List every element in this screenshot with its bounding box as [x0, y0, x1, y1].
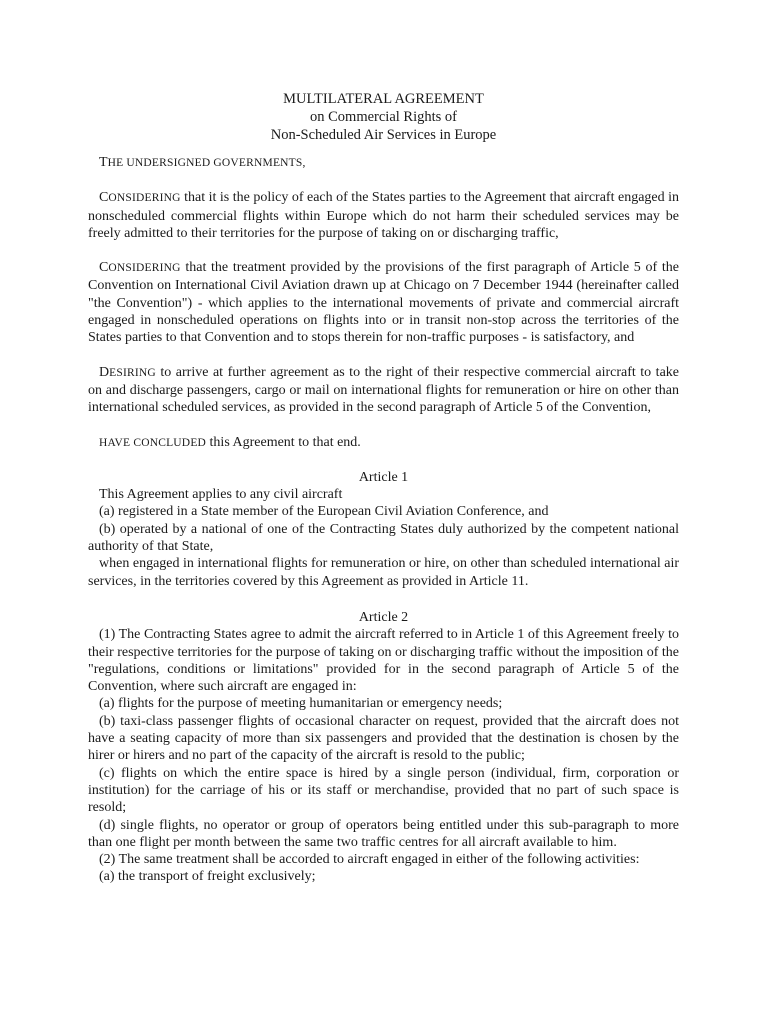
considering2-lead: C [99, 260, 109, 276]
title-line-2: on Commercial Rights of [310, 109, 457, 125]
article-2-line: (a) the transport of freight exclusively; [99, 869, 316, 885]
undersigned-paragraph [88, 154, 679, 172]
concluded-smallcaps: HAVE CONCLUDED [99, 436, 207, 449]
article-2-heading: Article 2 [358, 609, 409, 625]
undersigned-lead: T [99, 155, 108, 170]
article-2 [88, 609, 679, 886]
considering-paragraph-1 [88, 189, 679, 242]
undersigned-rest: HE UNDERSIGNED GOVERNMENTS, [107, 157, 306, 169]
article-1-line: when engaged in international flights for remuneration or hire, on other than scheduled international air services, in the territories covered by this Agreement as provided in Article 11. [88, 556, 679, 589]
considering1-lead: C [99, 190, 109, 206]
considering2-smallcaps: ONSIDERING [108, 262, 181, 275]
article-2-line: (c) flights on which the entire space is hired by a single person (individual, firm, corporation or institution) for the carriage of his or its staff or merchandise, provided that no part of such space is resold; [88, 765, 679, 816]
considering1-smallcaps: ONSIDERING [108, 192, 181, 205]
desiring-lead: D [99, 364, 110, 380]
title-line-3: Non-Scheduled Air Services in Europe [270, 127, 497, 143]
document-title [88, 90, 679, 144]
article-2-line: (2) The same treatment shall be accorded to aircraft engaged in either of the following activities: [99, 852, 640, 868]
article-2-line: (a) flights for the purpose of meeting humanitarian or emergency needs; [99, 696, 503, 712]
desiring-paragraph [88, 364, 679, 417]
article-1-heading: Article 1 [358, 469, 409, 485]
desiring-text: to arrive at further agreement as to the right of their respective commercial aircraft to take on and discharge passengers, cargo or mail on international flights for remuneration or hire on other than international scheduled services, as provided in the second paragraph of Article 5 of the Convention, [88, 364, 679, 416]
article-2-line: (1) The Contracting States agree to admit the aircraft referred to in Article 1 of this Agreement freely to their respective territories for the purpose of taking on or discharging traffic without the imposition of the "regulations, conditions or limitations" provided for in the second paragraph of Article 5 of the Convention, where such aircraft are engaged in: [88, 627, 679, 695]
considering1-text: that it is the policy of each of the States parties to the Agreement that aircraft engaged in nonscheduled commercial flights within Europe which do not harm their scheduled services may be freely admitted to their territories for the purpose of taking on or discharging traffic, [88, 190, 680, 241]
concluded-paragraph [88, 434, 679, 452]
article-1-line: (b) operated by a national of one of the Contracting States duly authorized by the competent national authority of that State, [88, 521, 679, 555]
desiring-smallcaps: ESIRING [109, 366, 156, 379]
concluded-text: this Agreement to that end. [206, 434, 361, 450]
article-1-line: (a) registered in a State member of the European Civil Aviation Conference, and [99, 504, 549, 520]
article-1 [88, 469, 679, 590]
title-line-1: MULTILATERAL AGREEMENT [283, 91, 484, 107]
article-1-line: This Agreement applies to any civil aircraft [99, 487, 343, 503]
article-2-line: (b) taxi-class passenger flights of occasional character on request, provided that the aircraft does not have a seating capacity of more than six passengers and provided that the destination is chosen by the hirer or hirers and no part of the capacity of the aircraft is resold to the public; [88, 713, 679, 764]
article-2-line: (d) single flights, no operator or group of operators being entitled under this sub-paragraph to more than one flight per month between the same two traffic centres for all aircraft available to him. [88, 817, 679, 850]
document-page [88, 90, 679, 886]
considering-paragraph-2 [88, 259, 679, 346]
considering2-text: that the treatment provided by the provisions of the first paragraph of Article 5 of the Convention on International Civil Aviation drawn up at Chicago on 7 December 1944 (hereinafter called "the Convention") - which applies to the international movements of private and commercial aircraft engaged in nonscheduled operations on flights into or in transit non-stop across the territories of the States parties to that Convention and to stops therein for non-traffic purposes - is satisfactory, and [88, 260, 679, 346]
